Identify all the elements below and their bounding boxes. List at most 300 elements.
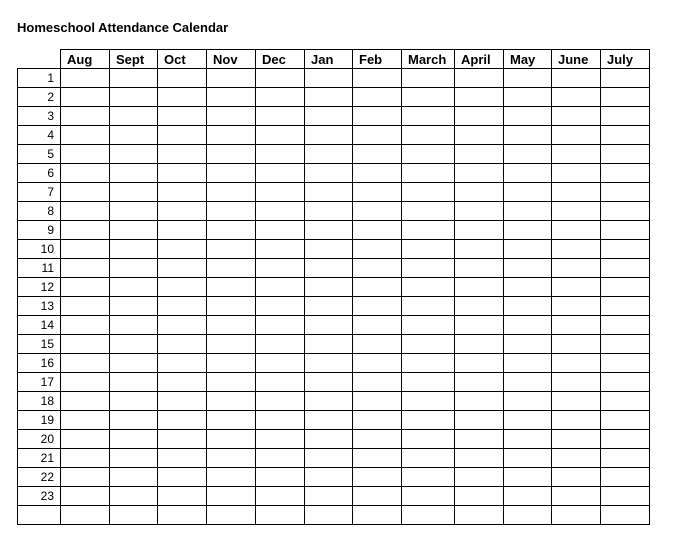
attendance-cell[interactable] xyxy=(305,202,353,221)
attendance-cell[interactable] xyxy=(207,240,256,259)
attendance-cell[interactable] xyxy=(552,145,601,164)
attendance-cell[interactable] xyxy=(455,164,504,183)
table-row xyxy=(18,126,650,145)
attendance-cell[interactable] xyxy=(402,88,455,107)
attendance-cell[interactable] xyxy=(110,316,158,335)
attendance-cell[interactable] xyxy=(61,449,110,468)
attendance-cell[interactable] xyxy=(207,278,256,297)
attendance-cell[interactable] xyxy=(552,221,601,240)
attendance-cell[interactable] xyxy=(158,278,207,297)
attendance-cell[interactable] xyxy=(110,373,158,392)
attendance-cell[interactable] xyxy=(110,240,158,259)
attendance-cell[interactable] xyxy=(552,430,601,449)
attendance-cell[interactable] xyxy=(207,335,256,354)
attendance-cell[interactable] xyxy=(207,354,256,373)
attendance-cell[interactable] xyxy=(256,506,305,525)
attendance-cell[interactable] xyxy=(552,373,601,392)
attendance-cell[interactable] xyxy=(305,278,353,297)
attendance-cell[interactable] xyxy=(256,354,305,373)
attendance-cell[interactable] xyxy=(601,278,650,297)
attendance-cell[interactable] xyxy=(207,392,256,411)
attendance-cell[interactable] xyxy=(305,126,353,145)
attendance-cell[interactable] xyxy=(158,468,207,487)
attendance-cell[interactable] xyxy=(402,506,455,525)
attendance-cell[interactable] xyxy=(504,373,552,392)
table-row xyxy=(18,240,650,259)
attendance-cell[interactable] xyxy=(402,221,455,240)
attendance-cell[interactable] xyxy=(207,297,256,316)
attendance-cell[interactable] xyxy=(402,373,455,392)
attendance-cell[interactable] xyxy=(353,145,402,164)
attendance-cell[interactable] xyxy=(402,259,455,278)
attendance-cell[interactable] xyxy=(256,221,305,240)
attendance-cell[interactable] xyxy=(61,88,110,107)
attendance-cell[interactable] xyxy=(61,278,110,297)
attendance-cell[interactable] xyxy=(601,468,650,487)
attendance-cell[interactable] xyxy=(402,354,455,373)
attendance-cell[interactable] xyxy=(601,240,650,259)
attendance-cell[interactable] xyxy=(601,373,650,392)
attendance-cell[interactable] xyxy=(455,449,504,468)
attendance-cell[interactable] xyxy=(207,145,256,164)
attendance-cell[interactable] xyxy=(110,145,158,164)
attendance-cell[interactable] xyxy=(305,430,353,449)
attendance-cell[interactable] xyxy=(207,430,256,449)
table-row xyxy=(18,392,650,411)
attendance-cell[interactable] xyxy=(353,278,402,297)
attendance-cell[interactable] xyxy=(158,411,207,430)
attendance-cell[interactable] xyxy=(158,126,207,145)
attendance-cell[interactable] xyxy=(61,259,110,278)
attendance-cell[interactable] xyxy=(601,430,650,449)
attendance-cell[interactable] xyxy=(455,202,504,221)
attendance-cell[interactable] xyxy=(256,278,305,297)
attendance-cell[interactable] xyxy=(110,88,158,107)
attendance-cell[interactable] xyxy=(552,278,601,297)
attendance-cell[interactable] xyxy=(61,430,110,449)
attendance-cell[interactable] xyxy=(552,335,601,354)
attendance-cell[interactable] xyxy=(552,69,601,88)
attendance-cell[interactable] xyxy=(158,145,207,164)
attendance-cell[interactable] xyxy=(402,278,455,297)
attendance-cell[interactable] xyxy=(158,183,207,202)
attendance-cell[interactable] xyxy=(601,354,650,373)
attendance-cell[interactable] xyxy=(305,373,353,392)
table-row xyxy=(18,468,650,487)
attendance-cell[interactable] xyxy=(601,202,650,221)
attendance-cell[interactable] xyxy=(256,392,305,411)
attendance-cell[interactable] xyxy=(207,316,256,335)
attendance-cell[interactable] xyxy=(455,221,504,240)
attendance-cell[interactable] xyxy=(402,487,455,506)
attendance-cell[interactable] xyxy=(110,69,158,88)
attendance-cell[interactable] xyxy=(402,411,455,430)
attendance-cell[interactable] xyxy=(552,411,601,430)
page-title: Homeschool Attendance Calendar xyxy=(17,20,229,35)
attendance-cell[interactable] xyxy=(353,183,402,202)
attendance-cell[interactable] xyxy=(353,221,402,240)
attendance-cell[interactable] xyxy=(552,487,601,506)
attendance-cell[interactable] xyxy=(552,316,601,335)
attendance-cell[interactable] xyxy=(455,278,504,297)
day-number: 3 xyxy=(18,107,61,126)
attendance-cell[interactable] xyxy=(353,335,402,354)
attendance-cell[interactable] xyxy=(504,430,552,449)
attendance-cell[interactable] xyxy=(158,487,207,506)
attendance-cell[interactable] xyxy=(601,126,650,145)
attendance-cell[interactable] xyxy=(353,88,402,107)
attendance-cell[interactable] xyxy=(402,430,455,449)
attendance-cell[interactable] xyxy=(207,468,256,487)
attendance-cell[interactable] xyxy=(601,107,650,126)
attendance-cell[interactable] xyxy=(158,240,207,259)
attendance-cell[interactable] xyxy=(158,449,207,468)
attendance-cell[interactable] xyxy=(601,316,650,335)
attendance-cell[interactable] xyxy=(455,259,504,278)
attendance-cell[interactable] xyxy=(504,316,552,335)
attendance-cell[interactable] xyxy=(207,487,256,506)
attendance-cell[interactable] xyxy=(601,183,650,202)
attendance-cell[interactable] xyxy=(504,145,552,164)
attendance-cell[interactable] xyxy=(256,183,305,202)
attendance-cell[interactable] xyxy=(353,373,402,392)
attendance-cell[interactable] xyxy=(158,259,207,278)
attendance-cell[interactable] xyxy=(256,335,305,354)
attendance-cell[interactable] xyxy=(61,126,110,145)
attendance-cell[interactable] xyxy=(110,297,158,316)
attendance-cell[interactable] xyxy=(110,278,158,297)
attendance-cell[interactable] xyxy=(601,335,650,354)
attendance-cell[interactable] xyxy=(158,221,207,240)
attendance-cell[interactable] xyxy=(158,297,207,316)
attendance-cell[interactable] xyxy=(256,259,305,278)
attendance-cell[interactable] xyxy=(402,297,455,316)
attendance-cell[interactable] xyxy=(552,468,601,487)
attendance-cell[interactable] xyxy=(402,202,455,221)
attendance-cell[interactable] xyxy=(504,107,552,126)
attendance-cell[interactable] xyxy=(504,468,552,487)
attendance-cell[interactable] xyxy=(61,69,110,88)
attendance-cell[interactable] xyxy=(256,468,305,487)
attendance-cell[interactable] xyxy=(207,221,256,240)
attendance-cell[interactable] xyxy=(552,506,601,525)
attendance-cell[interactable] xyxy=(207,373,256,392)
attendance-cell[interactable] xyxy=(402,145,455,164)
attendance-cell[interactable] xyxy=(305,316,353,335)
attendance-cell[interactable] xyxy=(110,430,158,449)
attendance-cell[interactable] xyxy=(305,449,353,468)
attendance-cell[interactable] xyxy=(158,316,207,335)
attendance-cell[interactable] xyxy=(402,126,455,145)
attendance-cell[interactable] xyxy=(256,69,305,88)
attendance-cell[interactable] xyxy=(504,164,552,183)
attendance-cell[interactable] xyxy=(353,468,402,487)
attendance-cell[interactable] xyxy=(402,69,455,88)
attendance-cell[interactable] xyxy=(158,373,207,392)
attendance-cell[interactable] xyxy=(61,373,110,392)
attendance-cell[interactable] xyxy=(158,88,207,107)
attendance-cell[interactable] xyxy=(61,316,110,335)
attendance-cell[interactable] xyxy=(402,183,455,202)
attendance-cell[interactable] xyxy=(552,126,601,145)
attendance-cell[interactable] xyxy=(305,468,353,487)
attendance-cell[interactable] xyxy=(455,354,504,373)
attendance-cell[interactable] xyxy=(455,487,504,506)
attendance-cell[interactable] xyxy=(353,164,402,183)
attendance-cell[interactable] xyxy=(256,202,305,221)
attendance-cell[interactable] xyxy=(353,411,402,430)
attendance-cell[interactable] xyxy=(110,449,158,468)
attendance-cell[interactable] xyxy=(256,107,305,126)
attendance-cell[interactable] xyxy=(207,107,256,126)
attendance-cell[interactable] xyxy=(455,126,504,145)
attendance-cell[interactable] xyxy=(552,259,601,278)
attendance-cell[interactable] xyxy=(305,297,353,316)
attendance-cell[interactable] xyxy=(61,240,110,259)
attendance-cell[interactable] xyxy=(256,126,305,145)
attendance-grid xyxy=(17,49,650,525)
attendance-cell[interactable] xyxy=(158,354,207,373)
attendance-cell[interactable] xyxy=(353,430,402,449)
attendance-cell[interactable] xyxy=(353,202,402,221)
attendance-cell[interactable] xyxy=(61,392,110,411)
attendance-cell[interactable] xyxy=(207,449,256,468)
attendance-cell[interactable] xyxy=(256,145,305,164)
attendance-cell[interactable] xyxy=(353,297,402,316)
attendance-cell[interactable] xyxy=(601,164,650,183)
attendance-cell[interactable] xyxy=(455,468,504,487)
attendance-cell[interactable] xyxy=(61,354,110,373)
attendance-cell[interactable] xyxy=(455,297,504,316)
attendance-cell[interactable] xyxy=(61,145,110,164)
attendance-cell[interactable] xyxy=(353,259,402,278)
attendance-cell[interactable] xyxy=(256,297,305,316)
attendance-cell[interactable] xyxy=(552,164,601,183)
attendance-cell[interactable] xyxy=(158,392,207,411)
attendance-cell[interactable] xyxy=(353,240,402,259)
attendance-cell[interactable] xyxy=(552,354,601,373)
attendance-cell[interactable] xyxy=(353,316,402,335)
attendance-cell[interactable] xyxy=(305,487,353,506)
attendance-cell[interactable] xyxy=(455,411,504,430)
attendance-cell[interactable] xyxy=(601,392,650,411)
attendance-cell[interactable] xyxy=(256,240,305,259)
attendance-cell[interactable] xyxy=(455,335,504,354)
attendance-cell[interactable] xyxy=(305,354,353,373)
attendance-cell[interactable] xyxy=(504,487,552,506)
attendance-cell[interactable] xyxy=(455,183,504,202)
attendance-cell[interactable] xyxy=(552,88,601,107)
attendance-cell[interactable] xyxy=(305,411,353,430)
attendance-cell[interactable] xyxy=(353,392,402,411)
attendance-cell[interactable] xyxy=(158,107,207,126)
attendance-cell[interactable] xyxy=(504,259,552,278)
attendance-cell[interactable] xyxy=(61,164,110,183)
attendance-cell[interactable] xyxy=(110,164,158,183)
attendance-cell[interactable] xyxy=(601,449,650,468)
attendance-cell[interactable] xyxy=(110,392,158,411)
attendance-cell[interactable] xyxy=(504,297,552,316)
attendance-cell[interactable] xyxy=(455,240,504,259)
attendance-cell[interactable] xyxy=(504,278,552,297)
attendance-cell[interactable] xyxy=(504,202,552,221)
month-header: Dec xyxy=(256,50,305,69)
attendance-cell[interactable] xyxy=(305,164,353,183)
month-header: Aug xyxy=(61,50,110,69)
attendance-cell[interactable] xyxy=(110,487,158,506)
attendance-cell[interactable] xyxy=(61,411,110,430)
attendance-cell[interactable] xyxy=(256,316,305,335)
attendance-cell[interactable] xyxy=(110,221,158,240)
attendance-cell[interactable] xyxy=(353,126,402,145)
attendance-cell[interactable] xyxy=(305,392,353,411)
attendance-cell[interactable] xyxy=(110,202,158,221)
attendance-cell[interactable] xyxy=(504,354,552,373)
attendance-cell[interactable] xyxy=(305,183,353,202)
attendance-cell[interactable] xyxy=(61,468,110,487)
attendance-cell[interactable] xyxy=(110,411,158,430)
attendance-cell[interactable] xyxy=(256,411,305,430)
attendance-cell[interactable] xyxy=(353,107,402,126)
attendance-cell[interactable] xyxy=(158,69,207,88)
attendance-cell[interactable] xyxy=(305,259,353,278)
attendance-cell[interactable] xyxy=(601,88,650,107)
attendance-cell[interactable] xyxy=(402,392,455,411)
attendance-cell[interactable] xyxy=(402,240,455,259)
attendance-cell[interactable] xyxy=(504,183,552,202)
attendance-cell[interactable] xyxy=(504,240,552,259)
attendance-cell[interactable] xyxy=(110,107,158,126)
attendance-cell[interactable] xyxy=(504,449,552,468)
attendance-cell[interactable] xyxy=(601,221,650,240)
attendance-cell[interactable] xyxy=(305,69,353,88)
attendance-cell[interactable] xyxy=(305,221,353,240)
attendance-cell[interactable] xyxy=(61,487,110,506)
attendance-cell[interactable] xyxy=(601,487,650,506)
attendance-cell[interactable] xyxy=(601,145,650,164)
attendance-cell[interactable] xyxy=(504,335,552,354)
attendance-cell[interactable] xyxy=(110,335,158,354)
attendance-cell[interactable] xyxy=(601,69,650,88)
attendance-cell[interactable] xyxy=(504,221,552,240)
attendance-cell[interactable] xyxy=(305,506,353,525)
attendance-cell[interactable] xyxy=(158,202,207,221)
attendance-cell[interactable] xyxy=(402,316,455,335)
attendance-cell[interactable] xyxy=(207,411,256,430)
attendance-cell[interactable] xyxy=(455,69,504,88)
table-row xyxy=(18,259,650,278)
attendance-cell[interactable] xyxy=(61,221,110,240)
attendance-cell[interactable] xyxy=(207,88,256,107)
attendance-cell[interactable] xyxy=(61,335,110,354)
attendance-cell[interactable] xyxy=(504,411,552,430)
attendance-cell[interactable] xyxy=(207,69,256,88)
attendance-cell[interactable] xyxy=(305,88,353,107)
attendance-cell[interactable] xyxy=(504,126,552,145)
attendance-cell[interactable] xyxy=(256,164,305,183)
attendance-cell[interactable] xyxy=(305,145,353,164)
attendance-cell[interactable] xyxy=(353,506,402,525)
attendance-cell[interactable] xyxy=(207,506,256,525)
attendance-cell[interactable] xyxy=(455,88,504,107)
attendance-cell[interactable] xyxy=(353,487,402,506)
attendance-cell[interactable] xyxy=(402,107,455,126)
attendance-cell[interactable] xyxy=(110,506,158,525)
attendance-cell[interactable] xyxy=(207,126,256,145)
attendance-cell[interactable] xyxy=(601,259,650,278)
attendance-cell[interactable] xyxy=(402,335,455,354)
attendance-cell[interactable] xyxy=(256,487,305,506)
attendance-cell[interactable] xyxy=(455,506,504,525)
attendance-cell[interactable] xyxy=(455,392,504,411)
attendance-cell[interactable] xyxy=(504,506,552,525)
attendance-cell[interactable] xyxy=(455,145,504,164)
attendance-cell[interactable] xyxy=(61,506,110,525)
attendance-cell[interactable] xyxy=(158,335,207,354)
attendance-cell[interactable] xyxy=(305,240,353,259)
month-header: May xyxy=(504,50,552,69)
attendance-cell[interactable] xyxy=(552,107,601,126)
attendance-cell[interactable] xyxy=(207,202,256,221)
attendance-cell[interactable] xyxy=(305,107,353,126)
attendance-cell[interactable] xyxy=(158,506,207,525)
attendance-cell[interactable] xyxy=(158,430,207,449)
attendance-cell[interactable] xyxy=(402,468,455,487)
attendance-cell[interactable] xyxy=(402,164,455,183)
attendance-cell[interactable] xyxy=(552,183,601,202)
attendance-cell[interactable] xyxy=(601,411,650,430)
attendance-cell[interactable] xyxy=(504,392,552,411)
attendance-cell[interactable] xyxy=(455,430,504,449)
attendance-cell[interactable] xyxy=(552,297,601,316)
attendance-cell[interactable] xyxy=(110,354,158,373)
attendance-cell[interactable] xyxy=(256,449,305,468)
attendance-cell[interactable] xyxy=(110,126,158,145)
attendance-cell[interactable] xyxy=(455,373,504,392)
attendance-cell[interactable] xyxy=(353,449,402,468)
attendance-cell[interactable] xyxy=(61,107,110,126)
attendance-cell[interactable] xyxy=(601,506,650,525)
attendance-cell[interactable] xyxy=(256,373,305,392)
attendance-cell[interactable] xyxy=(455,316,504,335)
attendance-cell[interactable] xyxy=(552,202,601,221)
attendance-cell[interactable] xyxy=(552,240,601,259)
attendance-cell[interactable] xyxy=(61,297,110,316)
attendance-cell[interactable] xyxy=(110,259,158,278)
attendance-cell[interactable] xyxy=(504,88,552,107)
attendance-cell[interactable] xyxy=(552,392,601,411)
attendance-cell[interactable] xyxy=(601,297,650,316)
attendance-cell[interactable] xyxy=(207,164,256,183)
attendance-cell[interactable] xyxy=(61,202,110,221)
attendance-cell[interactable] xyxy=(305,335,353,354)
attendance-cell[interactable] xyxy=(504,69,552,88)
attendance-cell[interactable] xyxy=(158,164,207,183)
attendance-cell[interactable] xyxy=(61,183,110,202)
attendance-cell[interactable] xyxy=(207,259,256,278)
day-number: 7 xyxy=(18,183,61,202)
attendance-cell[interactable] xyxy=(552,449,601,468)
attendance-cell[interactable] xyxy=(110,468,158,487)
attendance-cell[interactable] xyxy=(110,183,158,202)
attendance-cell[interactable] xyxy=(402,449,455,468)
attendance-cell[interactable] xyxy=(256,88,305,107)
attendance-cell[interactable] xyxy=(256,430,305,449)
attendance-cell[interactable] xyxy=(353,354,402,373)
attendance-cell[interactable] xyxy=(207,183,256,202)
attendance-cell[interactable] xyxy=(455,107,504,126)
attendance-cell[interactable] xyxy=(353,69,402,88)
